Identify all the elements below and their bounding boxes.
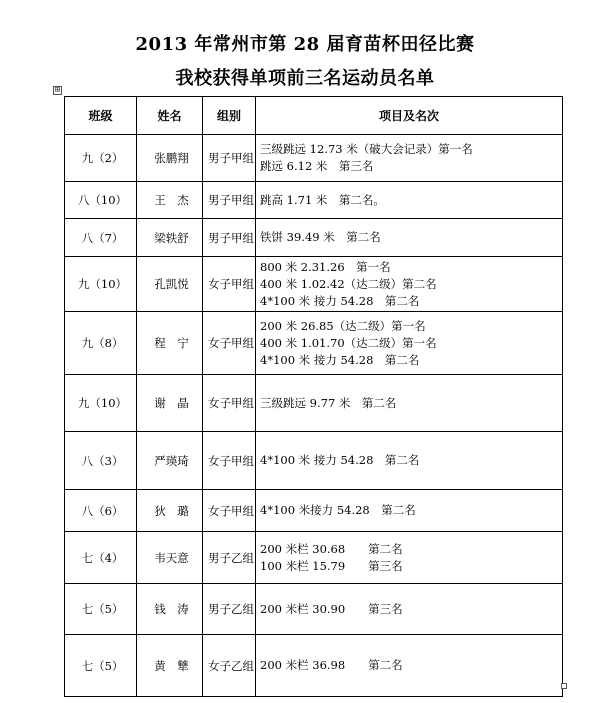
- cell-name: 梁轶舒: [137, 219, 203, 257]
- cell-name: 程 宁: [137, 312, 203, 375]
- cell-class: 七（5）: [65, 635, 137, 697]
- table-row: [65, 312, 563, 375]
- table-header-row: [65, 97, 563, 135]
- table-row: [65, 635, 563, 697]
- table-row: [65, 490, 563, 532]
- event-result: 100 米栏 15.79 第三名: [260, 558, 403, 573]
- cell-group: 女子甲组: [203, 375, 256, 432]
- cell-group: 男子乙组: [203, 584, 256, 635]
- cell-events: [256, 584, 563, 635]
- event-result: 200 米栏 30.68 第二名: [260, 541, 403, 556]
- cell-name: 黄 犨: [137, 635, 203, 697]
- event-result: 4*100 米接力 54.28 第二名: [260, 503, 416, 517]
- cell-events: [256, 312, 563, 375]
- table-row: [65, 182, 563, 219]
- event-result: 200 米栏 30.90 第三名: [260, 601, 403, 616]
- event-result: 铁饼 39.49 米 第二名: [260, 230, 381, 244]
- table-row: [65, 532, 563, 584]
- event-result: 4*100 米 接力 54.28 第二名: [260, 293, 420, 308]
- athlete-results-table: [64, 96, 563, 697]
- cell-name: 孔凯悦: [137, 257, 203, 312]
- table-row: [65, 135, 563, 182]
- cell-group: 女子乙组: [203, 635, 256, 697]
- header-events: 项目及名次: [256, 97, 563, 135]
- cell-class: 八（6）: [65, 490, 137, 532]
- table-row: [65, 584, 563, 635]
- document-title: 2013 年常州市第 28 届育苗杯田径比赛: [135, 34, 475, 55]
- cell-class: 九（2）: [65, 135, 137, 182]
- cell-name: 狄 璐: [137, 490, 203, 532]
- cell-class: 八（10）: [65, 182, 137, 219]
- cell-class: 七（4）: [65, 532, 137, 584]
- event-result: 4*100 米 接力 54.28 第二名: [260, 453, 420, 467]
- event-result: 400 米 1.02.42（达二级）第二名: [260, 276, 437, 291]
- table-row: [65, 219, 563, 257]
- cell-events: [256, 219, 563, 257]
- cell-class: 九（8）: [65, 312, 137, 375]
- cell-events: [256, 182, 563, 219]
- table-row: [65, 432, 563, 490]
- cell-group: 男子甲组: [203, 182, 256, 219]
- event-result: 400 米 1.01.70（达二级）第一名: [260, 335, 437, 350]
- table-resize-handle[interactable]: [561, 683, 567, 689]
- cell-name: 严瑛琦: [137, 432, 203, 490]
- document-subtitle: 我校获得单项前三名运动员名单: [175, 68, 435, 89]
- cell-group: 女子甲组: [203, 257, 256, 312]
- table-move-handle-icon[interactable]: ⊞: [54, 85, 61, 95]
- header-class: 班级: [65, 97, 137, 135]
- cell-events: [256, 135, 563, 182]
- cell-name: 韦天意: [137, 532, 203, 584]
- event-result: 200 米栏 36.98 第二名: [260, 658, 403, 672]
- cell-events: [256, 257, 563, 312]
- cell-group: 女子甲组: [203, 312, 256, 375]
- table-row: [65, 257, 563, 312]
- cell-class: 九（10）: [65, 375, 137, 432]
- event-result: 跳远 6.12 米 第三名: [260, 159, 374, 173]
- cell-group: 男子甲组: [203, 219, 256, 257]
- cell-name: 王 杰: [137, 182, 203, 219]
- cell-name: 谢 晶: [137, 375, 203, 432]
- event-result: 跳高 1.71 米 第二名。: [260, 192, 385, 207]
- cell-events: [256, 532, 563, 584]
- cell-group: 女子甲组: [203, 432, 256, 490]
- table-row: [65, 375, 563, 432]
- cell-class: 八（7）: [65, 219, 137, 257]
- event-result: 200 米 26.85（达二级）第一名: [260, 318, 426, 333]
- cell-name: 张鹏翔: [137, 135, 203, 182]
- cell-class: 八（3）: [65, 432, 137, 490]
- cell-events: [256, 635, 563, 697]
- cell-events: [256, 432, 563, 490]
- event-result: 4*100 米 接力 54.28 第二名: [260, 352, 420, 367]
- cell-class: 七（5）: [65, 584, 137, 635]
- cell-events: [256, 490, 563, 532]
- cell-group: 男子乙组: [203, 532, 256, 584]
- event-result: 800 米 2.31.26 第一名: [260, 259, 391, 274]
- event-result: 三级跳远 9.77 米 第二名: [260, 395, 397, 410]
- header-group: 组别: [203, 97, 256, 135]
- cell-name: 钱 涛: [137, 584, 203, 635]
- cell-group: 男子甲组: [203, 135, 256, 182]
- cell-group: 女子甲组: [203, 490, 256, 532]
- cell-events: [256, 375, 563, 432]
- event-result: 三级跳远 12.73 米（破大会记录）第一名: [260, 142, 473, 156]
- cell-class: 九（10）: [65, 257, 137, 312]
- header-name: 姓名: [137, 97, 203, 135]
